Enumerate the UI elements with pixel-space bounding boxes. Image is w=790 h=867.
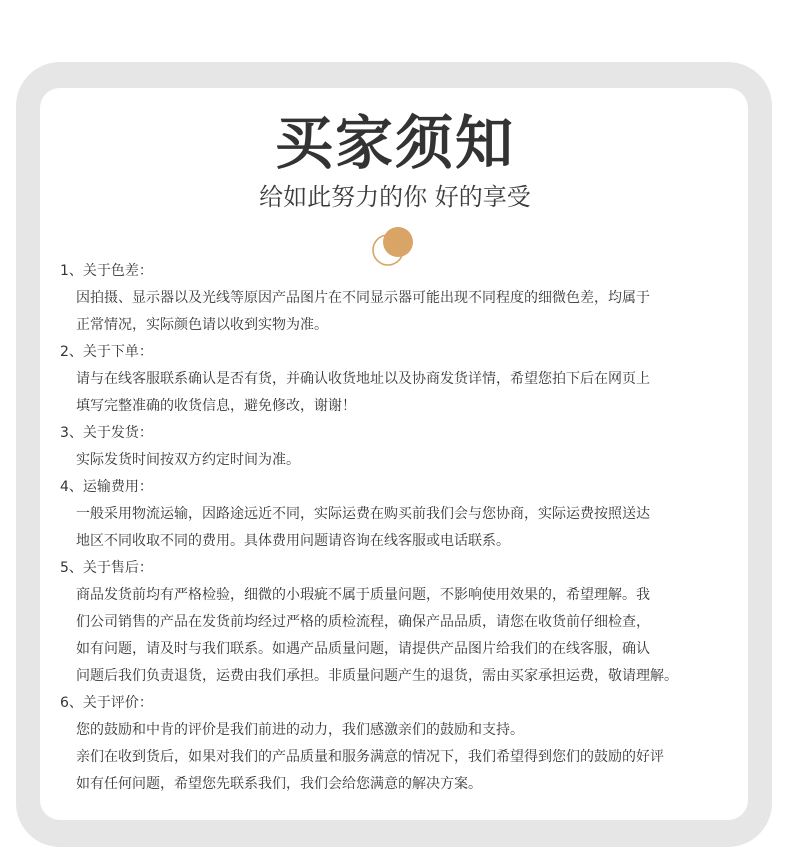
section-line: 地区不同收取不同的费用。具体费用问题请咨询在线客服或电话联系。 [76, 533, 510, 549]
section-title: 6、关于评价： [60, 695, 153, 711]
section-line: 您的鼓励和中肯的评价是我们前进的动力，我们感激亲们的鼓励和支持。 [76, 722, 524, 738]
page-title: 买家须知 [274, 109, 515, 177]
section-line: 请与在线客服联系确认是否有货，并确认收货地址以及协商发货详情，希望您拍下后在网页上 [76, 371, 650, 387]
section-freight-cost [60, 474, 750, 555]
section-title: 5、关于售后： [60, 560, 153, 576]
section-line: 实际发货时间按双方约定时间为准。 [76, 452, 300, 468]
section-reviews [60, 690, 750, 798]
section-line: 如有问题，请及时与我们联系。如遇产品质量问题，请提供产品图片给我们的在线客服，确认 [76, 641, 650, 657]
section-line: 因拍摄、显示器以及光线等原因产品图片在不同显示器可能出现不同程度的细微色差，均属于 [76, 290, 650, 306]
section-title: 1、关于色差： [60, 263, 153, 279]
section-ordering [60, 339, 750, 420]
section-title: 4、运输费用： [60, 479, 153, 495]
section-line: 亲们在收到货后，如果对我们的产品质量和服务满意的情况下，我们希望得到您们的鼓励的好评 [76, 749, 664, 765]
section-title: 2、关于下单： [60, 344, 153, 360]
section-line: 商品发货前均有严格检验，细微的小瑕疵不属于质量问题，不影响使用效果的，希望理解。我 [76, 587, 650, 603]
section-line: 问题后我们负责退货，运费由我们承担。非质量问题产生的退货，需由买家承担运费，敬请理解。 [76, 668, 678, 684]
section-line: 如有任何问题，希望您先联系我们，我们会给您满意的解决方案。 [76, 776, 482, 792]
notice-content [60, 258, 750, 798]
section-line: 填写完整准确的收货信息，避免修改，谢谢！ [76, 398, 356, 414]
page-subtitle: 给如此努力的你 好的享受 [259, 183, 531, 211]
section-after-sales [60, 555, 750, 690]
section-color-difference [60, 258, 750, 339]
section-title: 3、关于发货： [60, 425, 153, 441]
section-line: 们公司销售的产品在发货前均经过严格的质检流程，确保产品品质，请您在收货前仔细检查， [76, 614, 650, 630]
section-shipping [60, 420, 750, 474]
section-line: 正常情况，实际颜色请以收到实物为准。 [76, 317, 328, 333]
section-line: 一般采用物流运输，因路途远近不同，实际运费在购买前我们会与您协商，实际运费按照送达 [76, 506, 650, 522]
